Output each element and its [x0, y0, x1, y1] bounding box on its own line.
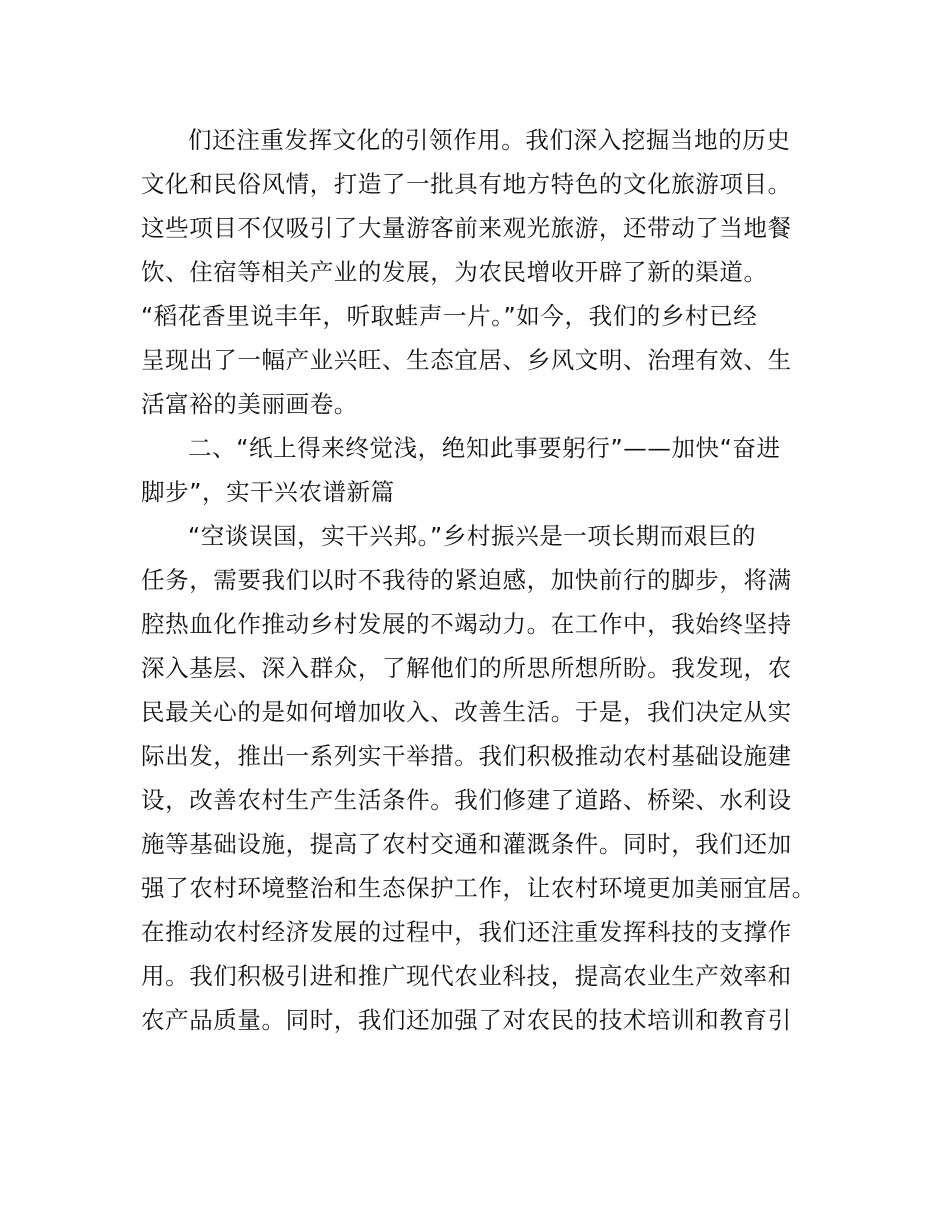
- paragraph-line: 施等基础设施，提高了农村交通和灌溉条件。同时，我们还加: [141, 830, 792, 858]
- section-heading-line: 二、“纸上得来终觉浅，绝知此事要躬行”——加快“奋进: [188, 434, 781, 462]
- paragraph-line: 文化和民俗风情，打造了一批具有地方特色的文化旅游项目。: [141, 170, 792, 198]
- paragraph-line: “空谈误国，实干兴邦。”乡村振兴是一项长期而艰巨的: [188, 522, 757, 550]
- paragraph-line: 呈现出了一幅产业兴旺、生态宜居、乡风文明、治理有效、生: [141, 346, 792, 374]
- paragraph-line: 深入基层、深入群众，了解他们的所思所想所盼。我发现，农: [141, 654, 792, 682]
- paragraph-line: 际出发，推出一系列实干举措。我们积极推动农村基础设施建: [141, 742, 792, 770]
- paragraph-line: 们还注重发挥文化的引领作用。我们深入挖掘当地的历史: [188, 126, 791, 154]
- paragraph-line: 任务，需要我们以时不我待的紧迫感，加快前行的脚步，将满: [141, 566, 792, 594]
- body-text: [141, 118, 831, 1042]
- paragraph-line: 农产品质量。同时，我们还加强了对农民的技术培训和教育引: [141, 1006, 792, 1034]
- paragraph-line: 设，改善农村生产生活条件。我们修建了道路、桥梁、水利设: [141, 786, 792, 814]
- paragraph-line: 腔热血化作推动乡村发展的不竭动力。在工作中，我始终坚持: [141, 610, 792, 638]
- paragraph-line: 饮、住宿等相关产业的发展，为农民增收开辟了新的渠道。: [141, 258, 768, 286]
- paragraph-line: 强了农村环境整治和生态保护工作，让农村环境更加美丽宜居。: [141, 874, 816, 902]
- paragraph-line: 用。我们积极引进和推广现代农业科技，提高农业生产效率和: [141, 962, 792, 990]
- paragraph-line: 在推动农村经济发展的过程中，我们还注重发挥科技的支撑作: [141, 918, 792, 946]
- paragraph-line: 活富裕的美丽画卷。: [141, 390, 358, 418]
- paragraph-line: 这些项目不仅吸引了大量游客前来观光旅游，还带动了当地餐: [141, 214, 792, 242]
- paragraph-line: “稻花香里说丰年，听取蛙声一片。”如今，我们的乡村已经: [141, 302, 758, 330]
- section-heading-line: 脚步”，实干兴农谱新篇: [141, 478, 395, 506]
- paragraph-line: 民最关心的是如何增加收入、改善生活。于是，我们决定从实: [141, 698, 792, 726]
